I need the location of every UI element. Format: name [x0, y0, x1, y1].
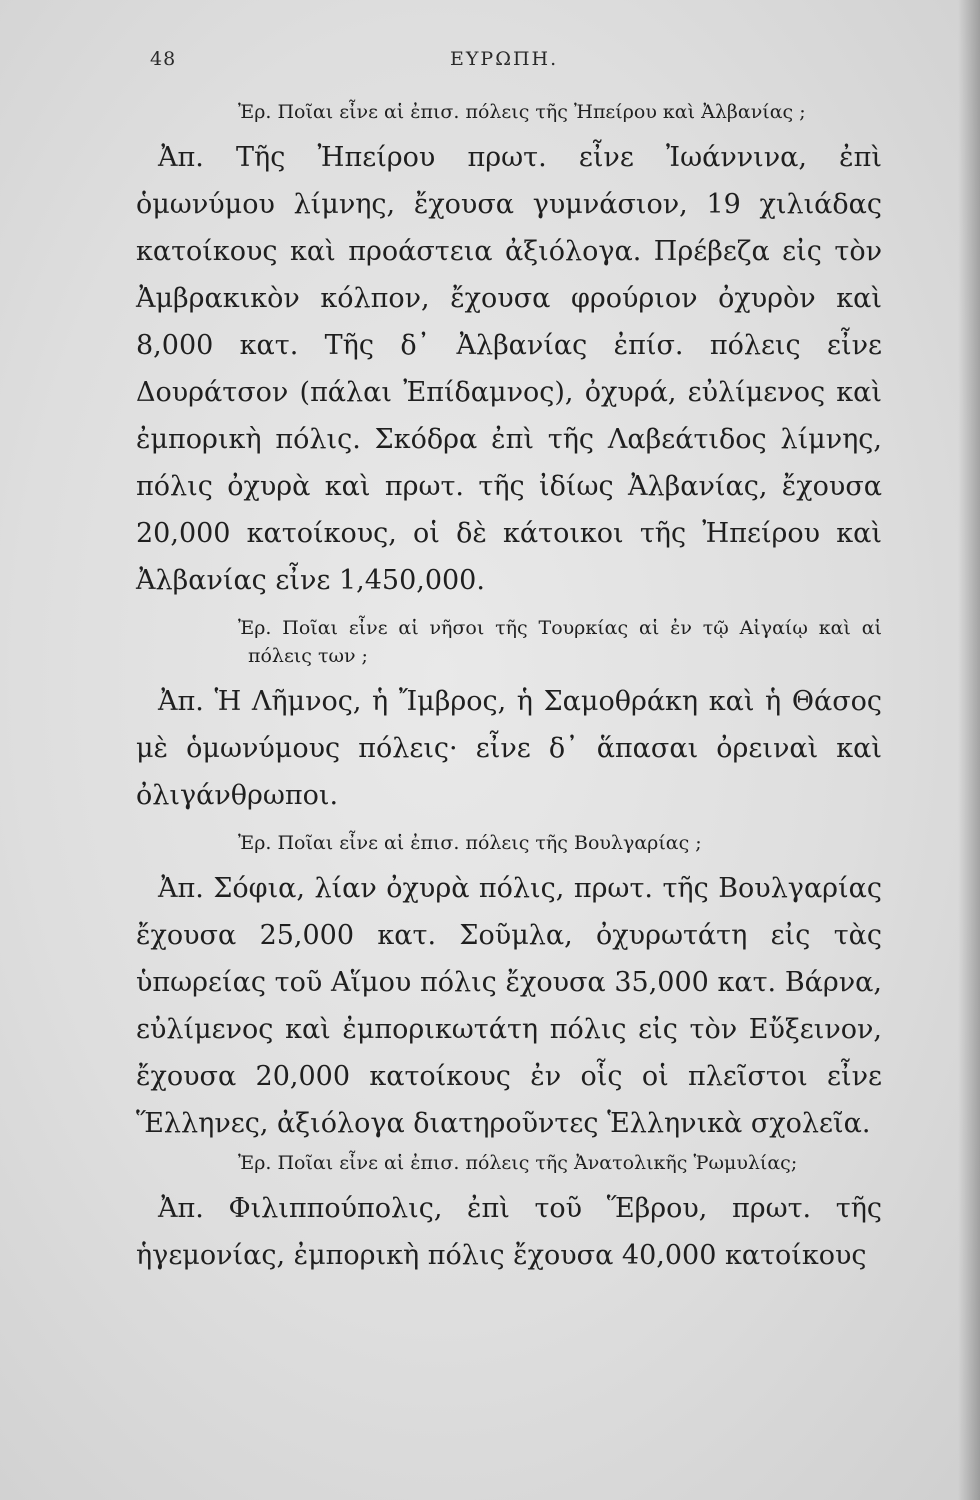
running-head: ΕΥΡΩΠΗ. [450, 48, 559, 70]
question-bulgaria: Ἐρ. Ποῖαι εἶνε αἱ ἐπισ. πόλεις τῆς Βουλγαρίας ; [238, 832, 702, 854]
page-header [150, 48, 590, 84]
answer-aegean-islands: Ἀπ. Ἡ Λῆμνος, ἡ Ἴμβρος, ἡ Σαμοθράκη καὶ ἡ Θάσος μὲ ὁμωνύμους πόλεις· εἶνε δ᾽ ἅπασαι ὀρειναὶ καὶ ὀλιγάνθρωποι. [136, 686, 882, 811]
answer-bulgaria: Ἀπ. Σόφια, λίαν ὀχυρὰ πόλις, πρωτ. τῆς Βουλγαρίας ἔχουσα 25,000 κατ. Σοῦμλα, ὀχυρωτάτη εἰς τὰς ὑπωρείας τοῦ Αἵμου πόλις ἔχουσα 35,000 κατ. Βάρνα, εὐλίμενος καὶ ἐμπορικωτάτη πόλις εἰς τὸν Εὔξεινον, ἔχουσα 20,000 κατοίκους ἐν οἷς οἱ πλεῖστοι εἶνε Ἕλληνες, ἀξιόλογα διατηροῦντες Ἑλληνικὰ σχολεῖα. [136, 873, 882, 1139]
body-text [136, 98, 882, 1289]
page-number: 48 [150, 48, 177, 70]
page-edge-shadow [958, 0, 980, 1500]
question-eastern-rumelia: Ἐρ. Ποῖαι εἶνε αἱ ἐπισ. πόλεις τῆς Ἀνατολικῆς Ῥωμυλίας; [238, 1152, 798, 1174]
answer-epirus-albania: Ἀπ. Τῆς Ἠπείρου πρωτ. εἶνε Ἰωάννινα, ἐπὶ ὁμωνύμου λίμνης, ἔχουσα γυμνάσιον, 19 χιλιάδας κατοίκους καὶ προάστεια ἀξιόλογα. Πρέβεζα εἰς τὸν Ἀμβρακικὸν κόλπον, ἔχουσα φρούριον ὀχυρὸν καὶ 8,000 κατ. Τῆς δ᾽ Ἀλβανίας ἐπίσ. πόλεις εἶνε Δουράτσον (πάλαι Ἐπίδαμνος), ὀχυρά, εὐλίμενος καὶ ἐμπορικὴ πόλις. Σκόδρα ἐπὶ τῆς Λαβεάτιδος λίμνης, πόλις ὀχυρὰ καὶ πρωτ. τῆς ἰδίως Ἀλβανίας, ἔχουσα 20,000 κατοίκους, οἱ δὲ κάτοικοι τῆς Ἠπείρου καὶ Ἀλβανίας εἶνε 1,450,000. [136, 142, 882, 596]
answer-eastern-rumelia: Ἀπ. Φιλιππούπολις, ἐπὶ τοῦ Ἕβρου, πρωτ. τῆς ἡγεμονίας, ἐμπορικὴ πόλις ἔχουσα 40,000 κατοίκους [136, 1193, 882, 1271]
question-aegean-islands: Ἐρ. Ποῖαι εἶνε αἱ νῆσοι τῆς Τουρκίας αἱ ἐν τῷ Αἰγαίῳ καὶ αἱ πόλεις των ; [238, 617, 882, 667]
question-epirus-albania: Ἐρ. Ποῖαι εἶνε αἱ ἐπισ. πόλεις τῆς Ἠπείρου καὶ Ἀλβανίας ; [238, 101, 806, 123]
